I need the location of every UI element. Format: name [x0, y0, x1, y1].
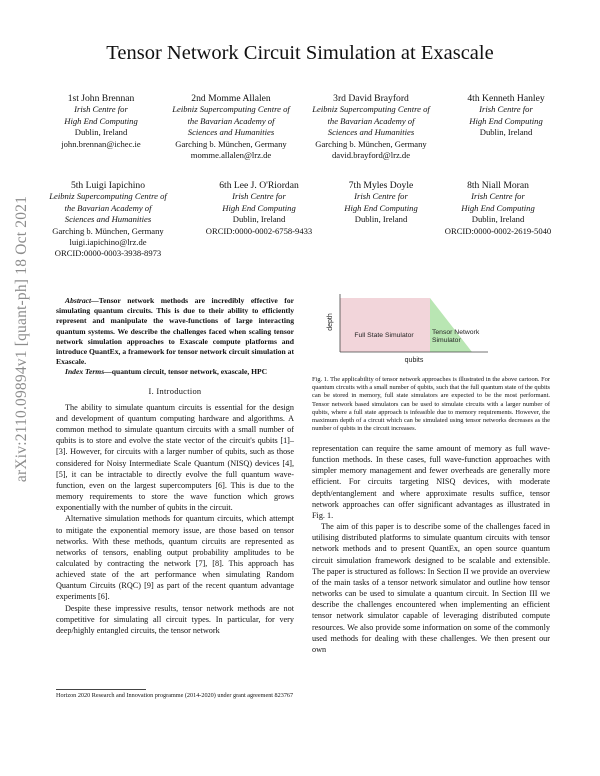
author-affiliation: Irish Centre for	[471, 191, 525, 202]
paragraph: The ability to simulate quantum circuits is essential for the design and development of quantum computing hardware and algorithms. A common method to simulate quantum circuits with a small number of qubits is to store and evolve the state vector of the circuit's qubits [1]–[3]. However, for circuits with a larger number of qubits, such as those considered for Noisy Intermediate Scale Quantum (NISQ) devices [4], [5], it can be intractable to directly evolve the full quantum wave-function, even on the largest supercomputers [6]. This is due to the memory requirements to store the wave function which grows exponentially with the number of qubits in the circuit.	[56, 402, 294, 513]
section-heading: I. Introduction	[148, 386, 202, 396]
tensor-network-label	[432, 329, 481, 344]
author-affiliation: Irish Centre for	[74, 104, 128, 115]
author-location: Dublin, Ireland	[479, 127, 533, 138]
paragraph: Despite these impressive results, tensor network methods are not competitive for simulating all circuit types. In particular, for very deep/highly entangled circuits, the tensor network	[56, 603, 294, 635]
author-affiliation: High End Computing	[344, 202, 418, 213]
full-state-region	[340, 298, 430, 352]
author-name: 4th Kenneth Hanley	[467, 93, 545, 104]
author-affiliation: Leibniz Supercomputing Centre of	[49, 191, 167, 202]
author-name: 3rd David Brayford	[333, 93, 409, 104]
author-block-3	[303, 93, 439, 161]
author-affiliation: Sciences and Humanities	[187, 127, 275, 138]
author-location: Garching b. München, Germany	[175, 138, 287, 149]
left-column	[56, 296, 294, 636]
paragraph: representation can require the same amount of memory as full wave-function methods. In these cases, full wave-function approaches with simpler memory management and fewer overheads are generally more efficient. For circuits targeting NISQ devices, with moderate depth/entanglement and where approximate results suffice, tensor network approaches can offer significant advantages as illustrated in Fig. 1.	[312, 444, 550, 520]
author-name: 1st John Brennan	[67, 93, 135, 104]
tensor-network-label-line-1: Tensor Network	[432, 329, 480, 336]
right-column	[312, 443, 550, 655]
author-affiliation: the Bavarian Academy of	[187, 115, 275, 126]
author-block-4	[444, 93, 568, 139]
author-orcid: ORCID:0000-0002-2619-5040	[444, 225, 552, 236]
author-location: Dublin, Ireland	[232, 214, 286, 225]
abstract	[56, 296, 294, 367]
author-affiliation: High End Computing	[461, 202, 535, 213]
figure-caption: Fig. 1. The applicability of tensor network approaches is illustrated in the above cartoon. For quantum circuits with a small number of qubits, such that the full quantum state of the qubits can be stored in memory, full state simulators are expected to be the most performant. Tensor network based simulators can be used to simulate circuits with a larger number of qubits, where a full state approach is infeasible due to memory requirements. However, the maximum depth of a circuit which can be simulated using tensor networks decreases as the number of qubits in the circuit increases.	[312, 376, 550, 433]
author-affiliation: the Bavarian Academy of	[327, 115, 415, 126]
footnote: Horizon 2020 Research and Innovation programme (2014-2020) under grant agreement 823767	[56, 692, 294, 699]
author-block-1	[34, 93, 168, 150]
index-terms	[56, 367, 294, 377]
author-affiliation: High End Computing	[64, 115, 138, 126]
author-location: Garching b. München, Germany	[52, 225, 164, 236]
author-orcid: ORCID:0000-0003-3938-8973	[54, 248, 162, 259]
figure-1	[322, 292, 492, 364]
index-terms-label: Index Terms—	[65, 367, 112, 377]
author-name: 2nd Momme Allalen	[191, 93, 271, 104]
author-name: 5th Luigi Iapichino	[70, 180, 146, 191]
author-affiliation: Irish Centre for	[479, 104, 533, 115]
author-block-5	[38, 180, 178, 260]
author-orcid: ORCID:0000-0002-6758-9433	[205, 225, 313, 236]
author-location: Dublin, Ireland	[74, 127, 128, 138]
author-location: Dublin, Ireland	[471, 214, 525, 225]
author-affiliation: Leibniz Supercomputing Centre of	[172, 104, 290, 115]
author-email: momme.allalen@lrz.de	[190, 150, 272, 161]
y-axis-label: depth	[327, 313, 334, 331]
paragraph: The aim of this paper is to describe some of the challenges faced in utilising distributed platforms to simulate quantum circuits with tensor network methods and to present QuantEx, an open source quantum circuit simulation framework designed to be scalable and extensible. The paper is structured as follows: In Section II we provide an overview of the main tasks of a tensor network simulator and outline how tensor networks can be used to simulate a quantum circuit. In Section III we describe the challenges encountered when implementing an efficient tensor network simulator capable of leveraging distributed compute resources. We also provide some information on some of the commonly used methods for dealing with these challenges. We then present our own	[312, 522, 550, 654]
paragraph: Alternative simulation methods for quantum circuits, which attempt to mitigate the exponential memory issue, are those based on tensor networks. With these methods, quantum circuits are represented as networks of tensors, enabling output probability amplitudes to be calculated by contracting the network [7], [8]. This approach has achieved state of the art performance when simulating Random Quantum Circuits (RQC) [9] as part of the recent quantum advantage experiments [6].	[56, 514, 294, 602]
author-block-6	[184, 180, 334, 237]
author-block-8	[418, 180, 578, 237]
author-affiliation: High End Computing	[469, 115, 543, 126]
author-affiliation: Sciences and Humanities	[327, 127, 415, 138]
full-state-label: Full State Simulator	[354, 332, 414, 339]
abstract-label: Abstract—	[65, 296, 99, 305]
author-affiliation: Irish Centre for	[232, 191, 286, 202]
author-affiliation: High End Computing	[222, 202, 296, 213]
author-affiliation: the Bavarian Academy of	[64, 202, 152, 213]
x-axis-label: qubits	[404, 357, 424, 364]
author-location: Dublin, Ireland	[354, 214, 408, 225]
author-name: 6th Lee J. O'Riordan	[219, 180, 299, 191]
author-affiliation: Irish Centre for	[354, 191, 408, 202]
author-email: david.brayford@lrz.de	[331, 150, 411, 161]
author-email: john.brennan@ichec.ie	[61, 138, 141, 149]
index-terms-text: quantum circuit, tensor network, exascale, HPC	[111, 367, 268, 377]
author-name: 8th Niall Moran	[467, 180, 529, 191]
abstract-text: Tensor network methods are incredibly effective for simulating quantum circuits. This is due to their ability to efficiently represent and manipulate the wave-functions of large interacting quantum systems. We describe the challenges faced when scaling tensor network simulation approaches to Exascale compute platforms and introduce QuantEx, a framework for tensor network circuit simulation at Exascale.	[56, 296, 294, 367]
author-email: luigi.iapichino@lrz.de	[69, 237, 147, 248]
footnote-rule	[56, 689, 146, 690]
author-name: 7th Myles Doyle	[348, 180, 414, 191]
author-affiliation: Leibniz Supercomputing Centre of	[312, 104, 430, 115]
paper-title: Tensor Network Circuit Simulation at Exascale	[106, 42, 494, 64]
author-location: Garching b. München, Germany	[315, 138, 427, 149]
arxiv-identifier: arXiv:2110.09894v1 [quant-ph] 18 Oct 2021	[13, 195, 30, 483]
tensor-network-label-line-2: Simulator	[432, 337, 461, 344]
author-block-2	[163, 93, 299, 161]
author-affiliation: Sciences and Humanities	[64, 214, 152, 225]
